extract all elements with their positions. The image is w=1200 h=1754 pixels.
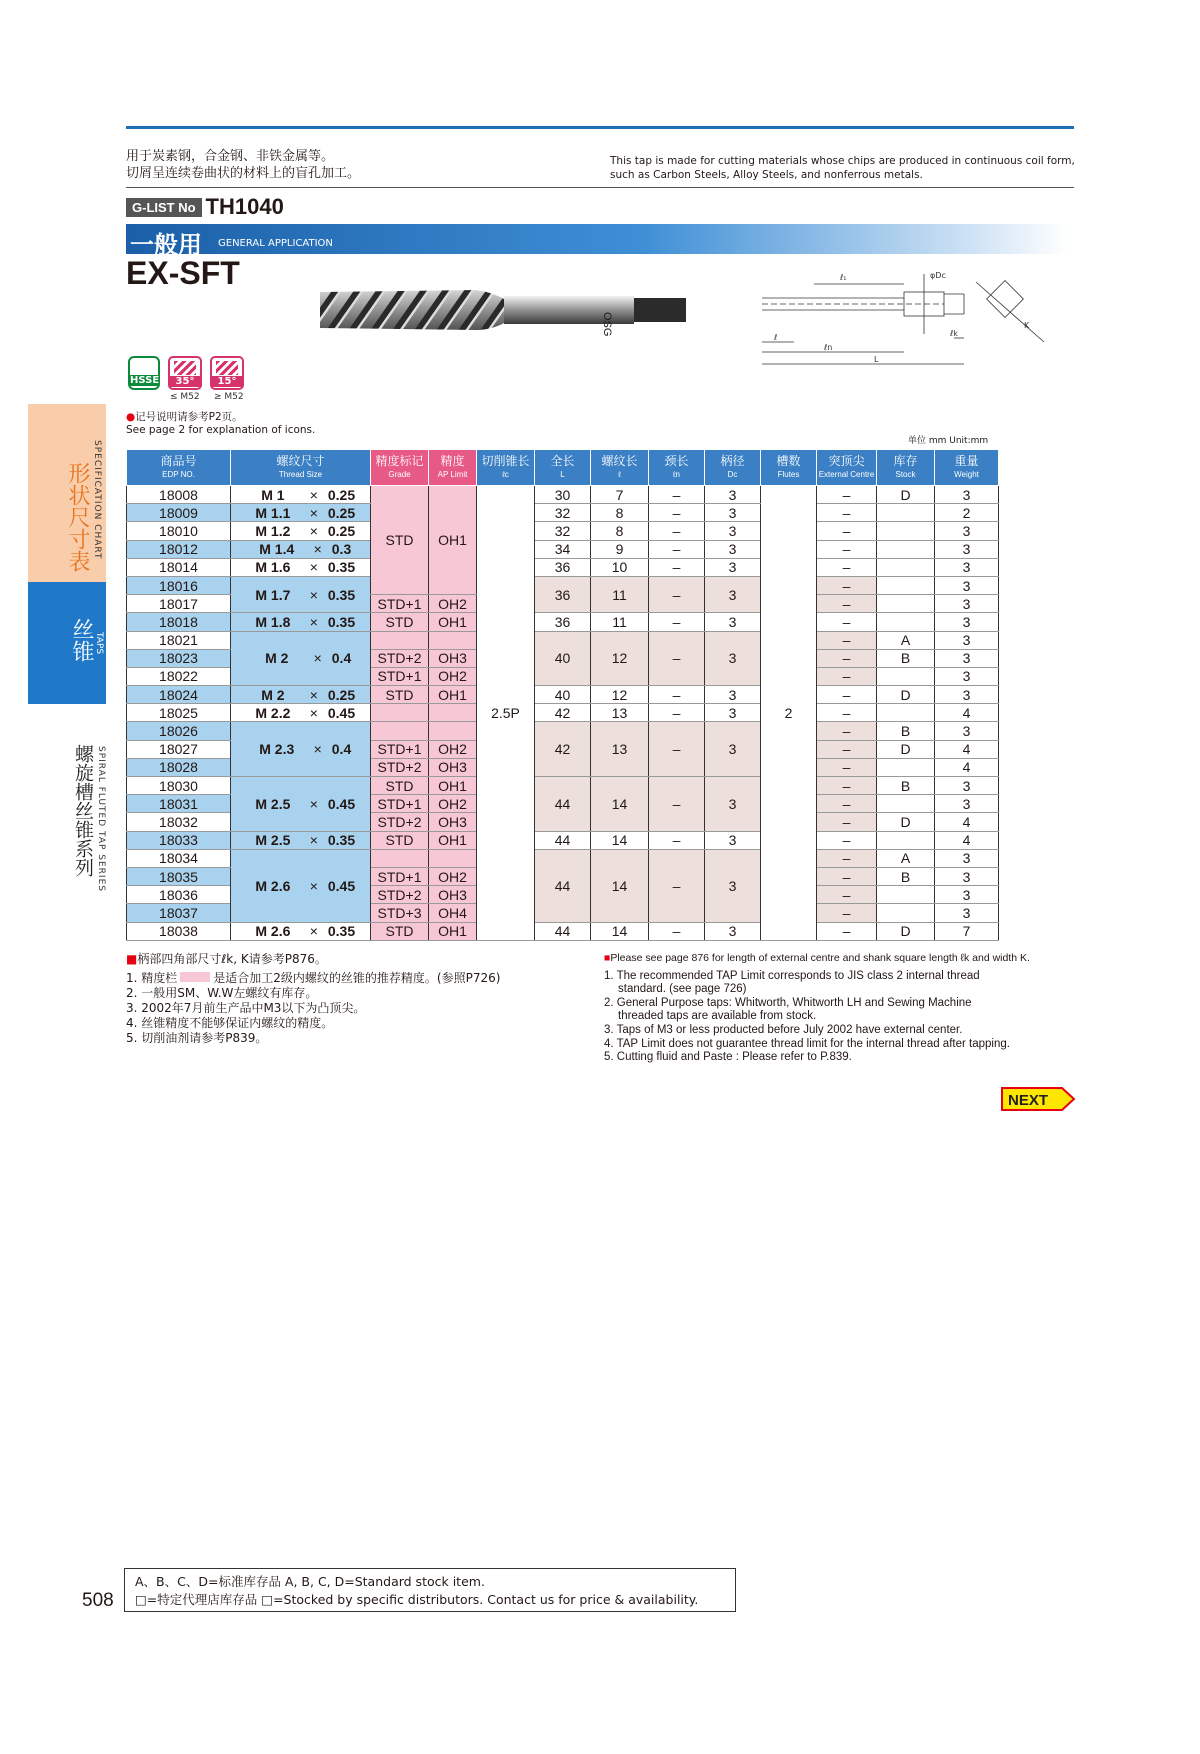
glist-number: TH1040 <box>205 194 284 219</box>
stock: B <box>877 649 935 667</box>
thread-size: M 2.3 × 0.4 <box>231 722 371 777</box>
spec-table <box>126 449 999 941</box>
grade: STD+3 <box>371 904 429 922</box>
label-k: K <box>1024 321 1030 330</box>
table-row <box>127 686 999 704</box>
table-row <box>127 777 999 795</box>
stock <box>877 576 935 594</box>
edp-no: 18027 <box>127 740 231 758</box>
stock <box>877 558 935 576</box>
overall-length: 36 <box>535 576 591 612</box>
external-centre: – <box>817 686 877 704</box>
weight: 3 <box>935 886 999 904</box>
next-label: NEXT <box>1008 1092 1049 1109</box>
weight: 3 <box>935 522 999 540</box>
stock: B <box>877 722 935 740</box>
table-row <box>127 922 999 940</box>
thread-size: M 2 × 0.4 <box>231 631 371 686</box>
weight: 4 <box>935 740 999 758</box>
chamfer-length: 2.5P <box>477 486 535 941</box>
label-l1: ℓ₁ <box>840 273 847 282</box>
thread-size: M 1.7 × 0.35 <box>231 576 371 612</box>
grade: STD <box>371 831 429 849</box>
thread-length: 13 <box>591 704 649 722</box>
thread-size: M 2.2 × 0.45 <box>231 704 371 722</box>
column-header: 螺纹长 ℓ <box>591 450 649 486</box>
feature-icons <box>128 356 244 390</box>
ap-limit: OH1 <box>429 486 477 595</box>
edp-no: 18021 <box>127 631 231 649</box>
column-header: 全长 L <box>535 450 591 486</box>
grade: STD <box>371 922 429 940</box>
shank-diameter: 3 <box>705 576 761 612</box>
shank-diameter: 3 <box>705 631 761 686</box>
external-centre: – <box>817 704 877 722</box>
external-centre: – <box>817 867 877 885</box>
weight: 3 <box>935 795 999 813</box>
table-row <box>127 558 999 576</box>
table-row <box>127 849 999 867</box>
edp-no: 18022 <box>127 667 231 685</box>
edp-no: 18008 <box>127 486 231 504</box>
neck-length: – <box>649 722 705 777</box>
edp-no: 18025 <box>127 704 231 722</box>
stock <box>877 886 935 904</box>
grade: STD+2 <box>371 813 429 831</box>
edp-no: 18036 <box>127 886 231 904</box>
table-row <box>127 522 999 540</box>
edp-no: 18014 <box>127 558 231 576</box>
ap-limit: OH1 <box>429 922 477 940</box>
weight: 4 <box>935 704 999 722</box>
grade <box>371 631 429 649</box>
shank-diameter: 3 <box>705 486 761 504</box>
external-centre: – <box>817 504 877 522</box>
weight: 4 <box>935 831 999 849</box>
thread-length: 8 <box>591 522 649 540</box>
edp-no: 18016 <box>127 576 231 594</box>
table-row <box>127 576 999 594</box>
neck-length: – <box>649 504 705 522</box>
stock <box>877 831 935 849</box>
stock <box>877 613 935 631</box>
edp-no: 18012 <box>127 540 231 558</box>
stock: D <box>877 686 935 704</box>
intro-chinese <box>126 148 360 182</box>
grade: STD+1 <box>371 595 429 613</box>
external-centre: – <box>817 831 877 849</box>
column-header: 精度 AP Limit <box>429 450 477 486</box>
thread-size: M 2 × 0.25 <box>231 686 371 704</box>
edp-no: 18033 <box>127 831 231 849</box>
ap-limit <box>429 849 477 867</box>
flutes: 2 <box>761 486 817 941</box>
shank-diameter: 3 <box>705 558 761 576</box>
ap-limit <box>429 631 477 649</box>
ap-limit: OH3 <box>429 813 477 831</box>
ap-limit: OH3 <box>429 886 477 904</box>
thread-length: 14 <box>591 922 649 940</box>
column-header: 切削锥长 ℓc <box>477 450 535 486</box>
intro-rule <box>126 187 1074 188</box>
application-band <box>126 224 1068 259</box>
ap-limit: OH3 <box>429 649 477 667</box>
thread-length: 9 <box>591 540 649 558</box>
edp-no: 18035 <box>127 867 231 885</box>
table-row <box>127 631 999 649</box>
ap-limit: OH3 <box>429 758 477 776</box>
stock-legend-line1: A、B、C、D=标准库存品 A, B, C, D=Standard stock item. <box>135 1574 485 1589</box>
overall-length: 40 <box>535 686 591 704</box>
edp-no: 18009 <box>127 504 231 522</box>
side-series-cn: 螺旋槽丝锥系列 <box>72 744 94 877</box>
edp-no: 18010 <box>127 522 231 540</box>
overall-length: 42 <box>535 722 591 777</box>
weight: 3 <box>935 849 999 867</box>
shank-diameter: 3 <box>705 686 761 704</box>
notes-chinese: ■柄部四角部尺寸ℓk, K请参考P876。 1. 精度栏 是适合加工2级内螺纹的丝锥的推荐精度。(参照P726) 2. 一般用SM、W.W左螺纹有库存。 3. 2002年7月前生产品中M3以下为凸顶尖。 4. 丝锥精度不能够保证内螺纹的精度。 5. 切削油剂请参考P839。 <box>126 952 501 1045</box>
application-en: GENERAL APPLICATION <box>218 238 333 249</box>
neck-length: – <box>649 831 705 849</box>
external-centre: – <box>817 795 877 813</box>
external-centre: – <box>817 758 877 776</box>
edp-no: 18028 <box>127 758 231 776</box>
weight: 3 <box>935 486 999 504</box>
weight: 3 <box>935 722 999 740</box>
stock: B <box>877 777 935 795</box>
column-header: 槽数 Flutes <box>761 450 817 486</box>
side-series-en: SPIRAL FLUTED TAP SERIES <box>96 746 106 892</box>
grade: STD <box>371 777 429 795</box>
column-header: 螺纹尺寸 Thread Size <box>231 450 371 486</box>
overall-length: 30 <box>535 486 591 504</box>
grade: STD+1 <box>371 867 429 885</box>
stock: D <box>877 813 935 831</box>
application-cn: 一般用 <box>130 231 202 259</box>
thread-size: M 1.1 × 0.25 <box>231 504 371 522</box>
neck-length: – <box>649 522 705 540</box>
ap-limit <box>429 704 477 722</box>
thread-length: 13 <box>591 722 649 777</box>
intro-cn-line1: 用于炭素钢，合金钢、非铁金属等。 <box>126 149 335 164</box>
neck-length: – <box>649 613 705 631</box>
thread-length: 11 <box>591 576 649 612</box>
column-header: 商品号 EDP NO. <box>127 450 231 486</box>
grade: STD+1 <box>371 795 429 813</box>
ap-limit: OH2 <box>429 867 477 885</box>
overall-length: 44 <box>535 849 591 922</box>
weight: 3 <box>935 686 999 704</box>
overall-length: 44 <box>535 777 591 832</box>
neck-length: – <box>649 576 705 612</box>
tap-brand-label: OSG <box>601 312 613 337</box>
external-centre: – <box>817 649 877 667</box>
model-title: EX-SFT <box>126 255 240 291</box>
thread-size: M 2.6 × 0.45 <box>231 849 371 922</box>
edp-no: 18026 <box>127 722 231 740</box>
thread-size: M 2.5 × 0.45 <box>231 777 371 832</box>
neck-length: – <box>649 486 705 504</box>
external-centre: – <box>817 558 877 576</box>
table-row <box>127 540 999 558</box>
external-centre: – <box>817 595 877 613</box>
grade: STD <box>371 486 429 595</box>
external-centre: – <box>817 777 877 795</box>
stock <box>877 704 935 722</box>
edp-no: 18034 <box>127 849 231 867</box>
overall-length: 32 <box>535 522 591 540</box>
column-header: 重量 Weight <box>935 450 999 486</box>
shank-diameter: 3 <box>705 777 761 832</box>
grade: STD+1 <box>371 740 429 758</box>
grade <box>371 849 429 867</box>
thread-length: 11 <box>591 613 649 631</box>
side-taps-cn: 丝锥 <box>69 618 94 662</box>
icon-note: ●记号说明请参考P2页。 See page 2 for explanation of icons. <box>126 411 316 436</box>
neck-length: – <box>649 631 705 686</box>
weight: 2 <box>935 504 999 522</box>
shank-diameter: 3 <box>705 522 761 540</box>
ap-limit: OH2 <box>429 740 477 758</box>
angle1-caption: ≤ M52 <box>170 392 200 402</box>
neck-length: – <box>649 849 705 922</box>
weight: 3 <box>935 904 999 922</box>
tap-dimension-diagram <box>754 264 1054 376</box>
stock <box>877 904 935 922</box>
table-row <box>127 704 999 722</box>
weight: 3 <box>935 558 999 576</box>
external-centre: – <box>817 813 877 831</box>
stock: B <box>877 867 935 885</box>
shank-diameter: 3 <box>705 922 761 940</box>
edp-no: 18023 <box>127 649 231 667</box>
column-header: 库存 Stock <box>877 450 935 486</box>
edp-no: 18032 <box>127 813 231 831</box>
grade: STD+2 <box>371 886 429 904</box>
stock: A <box>877 849 935 867</box>
thread-length: 14 <box>591 849 649 922</box>
external-centre: – <box>817 849 877 867</box>
side-spec-en: SPECIFICATION CHART <box>92 440 102 560</box>
edp-no: 18017 <box>127 595 231 613</box>
table-row <box>127 504 999 522</box>
page-number: 508 <box>82 1590 114 1611</box>
thread-size: M 2.6 × 0.35 <box>231 922 371 940</box>
neck-length: – <box>649 686 705 704</box>
thread-length: 7 <box>591 486 649 504</box>
thread-length: 12 <box>591 631 649 686</box>
intro-english: This tap is made for cutting materials whose chips are produced in continuous coil form, such as Carbon Steels, Alloy Steels, and nonferrous metals. <box>610 155 1075 181</box>
grade: STD <box>371 613 429 631</box>
shank-diameter: 3 <box>705 831 761 849</box>
thread-length: 12 <box>591 686 649 704</box>
edp-no: 18037 <box>127 904 231 922</box>
stock <box>877 540 935 558</box>
grade: STD+1 <box>371 667 429 685</box>
edp-no: 18018 <box>127 613 231 631</box>
side-taps-en: TAPS <box>94 632 104 655</box>
external-centre: – <box>817 540 877 558</box>
table-row <box>127 722 999 740</box>
angle2-caption: ≥ M52 <box>214 392 244 402</box>
grade <box>371 722 429 740</box>
thread-length: 8 <box>591 504 649 522</box>
helix-angle-15-icon: 15° <box>210 356 244 390</box>
neck-length: – <box>649 777 705 832</box>
thread-size: M 2.5 × 0.35 <box>231 831 371 849</box>
shank-diameter: 3 <box>705 704 761 722</box>
grade: STD+2 <box>371 649 429 667</box>
external-centre: – <box>817 886 877 904</box>
hsse-material-icon: HSSE <box>128 356 160 390</box>
weight: 3 <box>935 631 999 649</box>
overall-length: 36 <box>535 613 591 631</box>
thread-size: M 1 × 0.25 <box>231 486 371 504</box>
top-rule <box>126 126 1074 129</box>
shank-diameter: 3 <box>705 613 761 631</box>
external-centre: – <box>817 667 877 685</box>
weight: 3 <box>935 867 999 885</box>
thread-length: 10 <box>591 558 649 576</box>
table-row <box>127 486 999 504</box>
edp-no: 18030 <box>127 777 231 795</box>
external-centre: – <box>817 522 877 540</box>
overall-length: 40 <box>535 631 591 686</box>
ap-limit: OH1 <box>429 831 477 849</box>
stock <box>877 758 935 776</box>
table-row <box>127 613 999 631</box>
glist-tag: G-LIST No <box>126 198 202 217</box>
overall-length: 42 <box>535 704 591 722</box>
ap-limit: OH1 <box>429 686 477 704</box>
shank-diameter: 3 <box>705 504 761 522</box>
grade <box>371 704 429 722</box>
weight: 3 <box>935 777 999 795</box>
external-centre: – <box>817 904 877 922</box>
external-centre: – <box>817 486 877 504</box>
stock <box>877 504 935 522</box>
external-centre: – <box>817 722 877 740</box>
external-centre: – <box>817 576 877 594</box>
column-header: 颈长 ℓn <box>649 450 705 486</box>
column-header: 突顶尖 External Centre <box>817 450 877 486</box>
weight: 3 <box>935 576 999 594</box>
overall-length: 36 <box>535 558 591 576</box>
ap-limit: OH2 <box>429 667 477 685</box>
weight: 3 <box>935 667 999 685</box>
weight: 3 <box>935 595 999 613</box>
external-centre: – <box>817 922 877 940</box>
intro-cn-line2: 切屑呈连续卷曲状的材料上的盲孔加工。 <box>126 166 361 181</box>
ap-limit: OH4 <box>429 904 477 922</box>
label-lk: ℓk <box>950 329 958 338</box>
grade: STD <box>371 686 429 704</box>
stock-legend-box <box>124 1568 736 1612</box>
ap-limit: OH2 <box>429 795 477 813</box>
stock: D <box>877 922 935 940</box>
overall-length: 44 <box>535 922 591 940</box>
thread-size: M 1.2 × 0.25 <box>231 522 371 540</box>
neck-length: – <box>649 558 705 576</box>
weight: 3 <box>935 613 999 631</box>
stock <box>877 522 935 540</box>
grade: STD+2 <box>371 758 429 776</box>
ap-limit <box>429 722 477 740</box>
shank-diameter: 3 <box>705 540 761 558</box>
table-row <box>127 831 999 849</box>
column-header: 柄径 Dc <box>705 450 761 486</box>
next-button[interactable] <box>1000 1086 1076 1112</box>
unit-label: 单位 mm Unit:mm <box>908 436 989 446</box>
thread-length: 14 <box>591 831 649 849</box>
external-centre: – <box>817 613 877 631</box>
label-ln: ℓn <box>824 343 833 352</box>
table-header-row <box>127 450 999 486</box>
ap-limit: OH1 <box>429 613 477 631</box>
notes-english: ■Please see page 876 for length of external centre and shank square length ℓk and width K. 1. The recommended TAP Limit corresponds to JIS class 2 internal thread standard. (see page 726) 2. General Purpose taps: Whitworth, Whitworth LH and Sewing Machine threaded taps are available from stock. 3. Taps of M3 or less producted before July 2002 have external center. 4. TAP Limit does not guarantee thread limit for the internal thread after tapping. 5. Cutting fluid and Paste : Please refer to P.839. <box>604 952 1030 1064</box>
neck-length: – <box>649 922 705 940</box>
icon-note-en: See page 2 for explanation of icons. <box>126 424 316 436</box>
label-dc: φDc <box>930 271 946 280</box>
column-header: 精度标记 Grade <box>371 450 429 486</box>
label-L: L <box>874 355 879 364</box>
tap-product-image <box>316 282 688 338</box>
ap-limit: OH1 <box>429 777 477 795</box>
external-centre: – <box>817 631 877 649</box>
shank-diameter: 3 <box>705 849 761 922</box>
shank-diameter: 3 <box>705 722 761 777</box>
ap-limit: OH2 <box>429 595 477 613</box>
neck-length: – <box>649 540 705 558</box>
label-l: ℓ <box>774 333 778 342</box>
neck-length: – <box>649 704 705 722</box>
thread-size: M 1.6 × 0.35 <box>231 558 371 576</box>
thread-size: M 1.8 × 0.35 <box>231 613 371 631</box>
overall-length: 44 <box>535 831 591 849</box>
stock <box>877 595 935 613</box>
external-centre: – <box>817 740 877 758</box>
weight: 3 <box>935 540 999 558</box>
overall-length: 32 <box>535 504 591 522</box>
glist-heading <box>126 194 284 220</box>
stock: D <box>877 486 935 504</box>
stock: A <box>877 631 935 649</box>
weight: 4 <box>935 758 999 776</box>
thread-length: 14 <box>591 777 649 832</box>
helix-angle-35-icon: 35° <box>168 356 202 390</box>
weight: 4 <box>935 813 999 831</box>
edp-no: 18024 <box>127 686 231 704</box>
thread-size: M 1.4 × 0.3 <box>231 540 371 558</box>
edp-no: 18031 <box>127 795 231 813</box>
weight: 3 <box>935 649 999 667</box>
stock <box>877 795 935 813</box>
side-spec-cn: 形状尺寸表 <box>65 462 90 572</box>
icon-note-cn: 记号说明请参考P2页。 <box>135 411 243 423</box>
stock-legend-line2: □=特定代理店库存品 □=Stocked by specific distributors. Contact us for price & availability. <box>135 1592 699 1607</box>
stock: D <box>877 740 935 758</box>
weight: 7 <box>935 922 999 940</box>
edp-no: 18038 <box>127 922 231 940</box>
stock <box>877 667 935 685</box>
overall-length: 34 <box>535 540 591 558</box>
